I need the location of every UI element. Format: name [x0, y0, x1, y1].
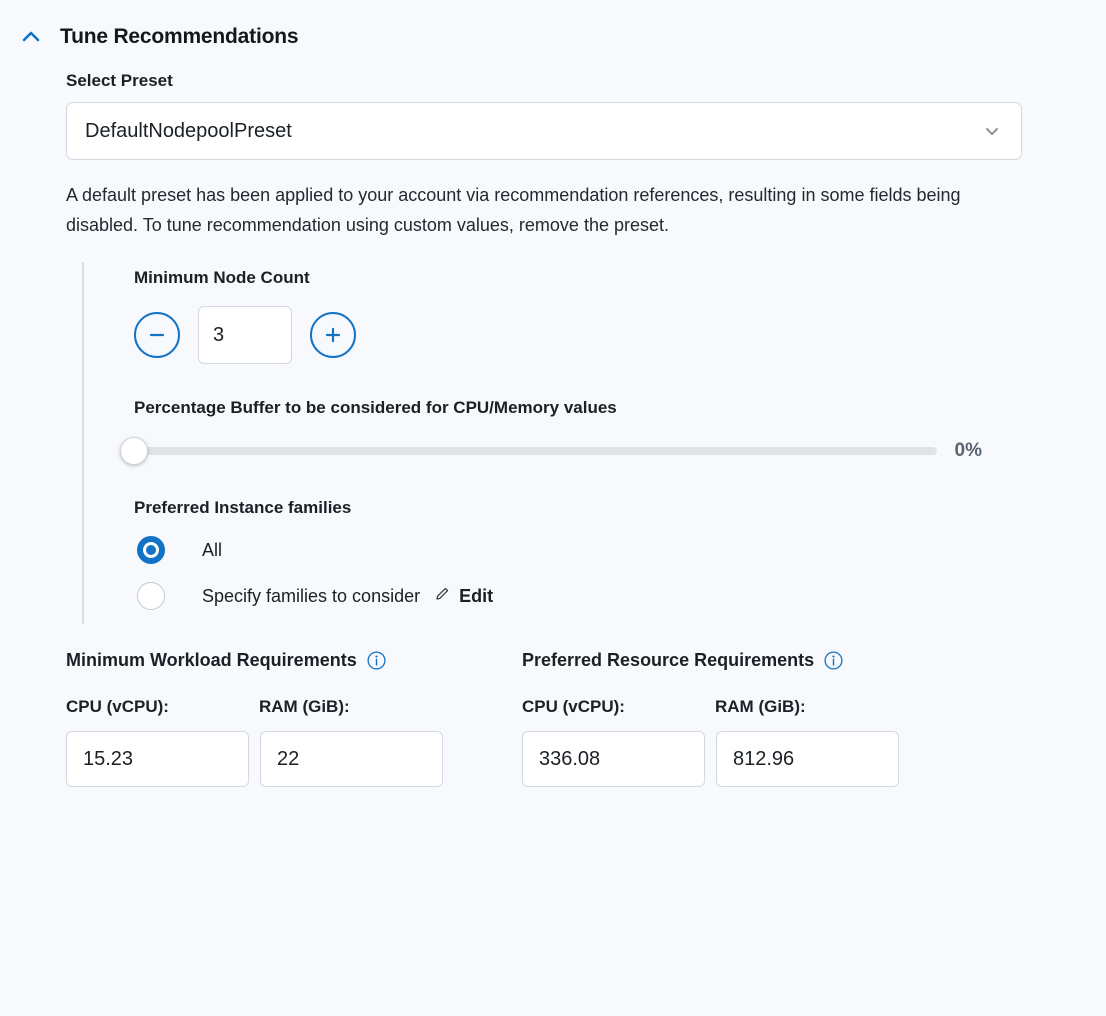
buffer-slider-row	[134, 440, 982, 462]
preferred-field-labels	[522, 697, 962, 717]
preferred-resource-requirements	[522, 650, 962, 787]
radio-specify-label: Specify families to consider	[202, 585, 421, 606]
info-icon[interactable]	[367, 651, 386, 670]
buffer-percentage-label: Percentage Buffer to be considered for CPU/Memory values	[134, 398, 617, 417]
chevron-up-icon[interactable]	[18, 24, 44, 50]
min-node-count-label: Minimum Node Count	[134, 268, 310, 287]
increment-button[interactable]	[310, 312, 356, 358]
preferred-cpu-input[interactable]	[522, 731, 705, 787]
radio-all-label: All	[202, 539, 223, 560]
preferred-ram-label: RAM (GiB):	[715, 697, 806, 716]
select-preset-label: Select Preset	[66, 71, 173, 90]
preset-description: A default preset has been applied to your account via recommendation references, resulting in some fields being disabled. To tune recommendation using custom values, remove the preset.	[66, 185, 961, 235]
buffer-value-text: 0%	[954, 440, 982, 461]
preferred-cpu-label: CPU (vCPU):	[522, 697, 625, 716]
pencil-icon	[434, 585, 451, 607]
preferred-requirements-title: Preferred Resource Requirements	[522, 650, 815, 670]
preferred-requirements-heading	[522, 650, 962, 671]
decrement-button[interactable]	[134, 312, 180, 358]
minimum-field-labels	[66, 697, 522, 717]
minimum-requirements-heading	[66, 650, 522, 671]
edit-label: Edit	[459, 585, 494, 606]
tune-settings-group	[82, 262, 982, 624]
minimum-inputs	[66, 731, 522, 787]
minimum-ram-label: RAM (GiB):	[259, 697, 350, 716]
preferred-inputs	[522, 731, 962, 787]
preferred-ram-input[interactable]	[716, 731, 899, 787]
minimum-ram-input[interactable]	[260, 731, 443, 787]
minimum-cpu-label: CPU (vCPU):	[66, 697, 169, 716]
slider-thumb[interactable]	[120, 437, 148, 465]
radio-option-all[interactable]	[134, 536, 982, 564]
section-header	[0, 0, 1106, 50]
minimum-workload-requirements	[66, 650, 522, 787]
radio-option-specify[interactable]	[134, 582, 982, 610]
buffer-slider[interactable]	[134, 447, 937, 455]
radio-all[interactable]	[137, 536, 165, 564]
instance-families-label: Preferred Instance families	[134, 498, 352, 517]
minimum-cpu-input[interactable]	[66, 731, 249, 787]
minimum-requirements-title: Minimum Workload Requirements	[66, 650, 357, 670]
radio-specify[interactable]	[137, 582, 165, 610]
requirements-area	[0, 650, 1106, 787]
chevron-down-icon	[981, 120, 1003, 142]
info-icon[interactable]	[824, 651, 843, 670]
preset-select-value: DefaultNodepoolPreset	[85, 119, 292, 142]
preset-select[interactable]	[66, 102, 1022, 160]
page-title: Tune Recommendations	[60, 25, 299, 48]
edit-families-link[interactable]	[434, 585, 493, 607]
min-node-count-input[interactable]	[198, 306, 292, 364]
min-node-count-stepper	[134, 306, 982, 364]
